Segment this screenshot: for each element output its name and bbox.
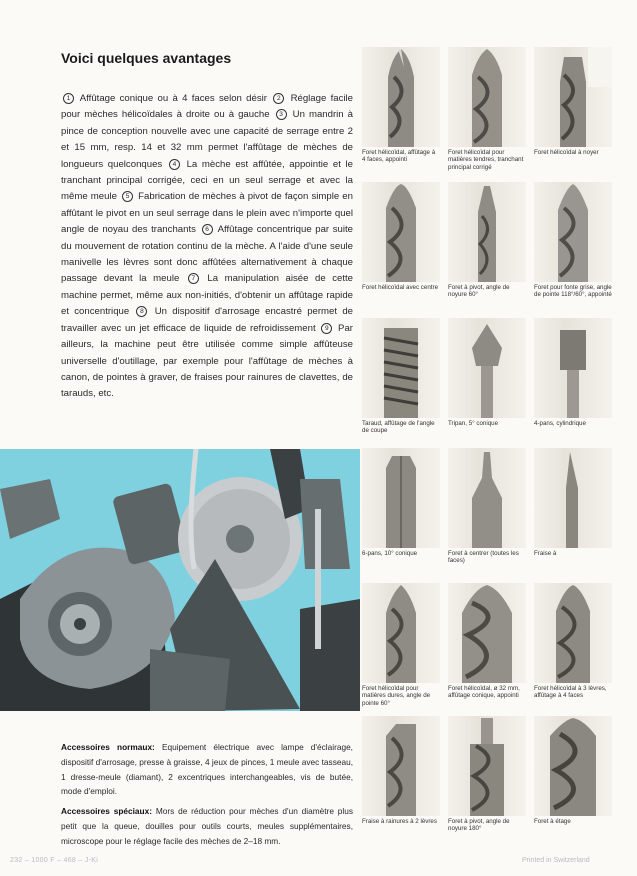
advantage-2: Réglage facile pour mèches hélicoïdales à droite ou à gauche xyxy=(61,93,353,121)
tool-caption: Fraise à xyxy=(534,550,557,557)
tool-card xyxy=(362,448,440,557)
tool-card xyxy=(362,318,440,435)
number-1-icon: 1 xyxy=(63,93,74,104)
tool-photo xyxy=(448,318,526,418)
tool-caption: Taraud, affûtage de l'angle de coupe xyxy=(362,420,435,435)
number-2-icon: 2 xyxy=(273,93,284,104)
tool-caption: Foret pour fonte grise, angle de pointe 118°/60°, appointé xyxy=(534,284,612,299)
normal-accessories-text: Equipement électrique avec lampe d'éclairage, dispositif d'arrosage, presse à graisse, 4 jeux de pinces, 1 meule avec tasseau, 1 dresse-meule (diamant), 2 excentriques interchangeables, vis de butée, mode d'emploi. xyxy=(61,742,353,797)
number-6-icon: 6 xyxy=(202,224,213,235)
tool-caption: Foret hélicoïdal à 3 lèvres, affûtage à 4 faces xyxy=(534,685,607,700)
tool-card xyxy=(534,716,612,825)
tool-caption: Foret hélicoïdal pour matières dures, angle de pointe 60° xyxy=(362,685,431,707)
tool-caption: Foret à pivot, angle de noyure 60° xyxy=(448,284,510,299)
advantage-6: Affûtage concentrique par suite du mouvement de rotation continu de la mèche. A l'aide d'une seule manivelle les lèvres sont donc affûtées alternativement à chaque passage devant la meule xyxy=(61,224,353,285)
number-5-icon: 5 xyxy=(122,191,133,202)
tool-caption: Foret hélicoïdal, ø 32 mm, affûtage conique, appointi xyxy=(448,685,520,700)
number-3-icon: 3 xyxy=(276,109,287,120)
special-accessories-label: Accessoires spéciaux: xyxy=(61,806,152,817)
tool-photo xyxy=(534,583,612,683)
tool-caption: Foret à pivot, angle de noyure 180° xyxy=(448,818,510,833)
tool-card xyxy=(534,318,612,427)
tool-photo xyxy=(362,716,440,816)
tool-caption: Foret à centrer (toutes les faces) xyxy=(448,550,519,565)
page-title: Voici quelques avantages xyxy=(61,50,232,66)
advantage-3: Un mandrin à pince de conception nouvelle avec une capacité de serrage entre 2 et 15 mm, resp. 14 et 32 mm permet l'affûtage de mèches de longueurs quelconques xyxy=(61,109,353,170)
tool-card xyxy=(534,47,612,156)
advantage-5: Fabrication de mèches à pivot de façon simple en affûtant le pivot en un seul serrage dans le plein avec n'importe quel angle de noyau des tranchants xyxy=(61,191,353,236)
advantage-4: La mèche est affûtée, appointie et le tranchant principal corrigée, ceci en un seul serrage et avec la même meule xyxy=(61,158,354,203)
grinding-machine-illustration xyxy=(0,449,360,711)
number-4-icon: 4 xyxy=(169,159,180,170)
tool-photo xyxy=(448,182,526,282)
tool-card xyxy=(448,47,526,171)
tool-photo xyxy=(448,716,526,816)
tool-photo xyxy=(362,182,440,282)
printed-in: Printed in Switzerland xyxy=(522,857,590,864)
tool-photo xyxy=(534,182,612,282)
number-8-icon: 8 xyxy=(136,306,147,317)
tool-photo xyxy=(448,448,526,548)
tool-card xyxy=(448,182,526,299)
tool-card xyxy=(362,47,440,164)
tool-photo xyxy=(362,583,440,683)
print-code: 232 – 1000 F – 468 – J-Ki xyxy=(10,857,99,864)
tool-card xyxy=(534,583,612,700)
number-7-icon: 7 xyxy=(188,273,199,284)
tool-card xyxy=(534,448,612,557)
machine-photo xyxy=(0,449,360,711)
special-accessories-text: Mors de réduction pour mèches d'un diamètre plus petit que la queue, douilles pour outils courts, meules supplémentaires, microscope pour le réglage facile des mèches de 2–18 mm. xyxy=(61,806,353,846)
advantages-paragraph xyxy=(61,91,353,403)
tool-photo xyxy=(362,47,440,147)
tool-card xyxy=(448,716,526,833)
advantage-7: La manipulation aisée de cette machine permet, même aux non-initiés, d'obtenir un affûtage rapide et concentrique xyxy=(61,273,354,318)
tool-photo xyxy=(534,716,612,816)
tool-card xyxy=(448,583,526,700)
special-accessories xyxy=(61,804,353,848)
tool-caption: Foret hélicoïdal pour matières tendres, tranchant principal corrigé xyxy=(448,149,524,171)
tool-card xyxy=(448,448,526,565)
normal-accessories xyxy=(61,740,353,799)
tool-photo xyxy=(534,318,612,418)
accessories-section xyxy=(61,740,353,854)
tool-card xyxy=(362,182,440,291)
advantage-1: Affûtage conique ou à 4 faces selon désir xyxy=(79,93,267,104)
tool-photo xyxy=(534,448,612,548)
tool-caption: Foret hélicoïdal, affûtage à 4 faces, appointi xyxy=(362,149,436,164)
tool-photo xyxy=(534,47,612,147)
tool-photo xyxy=(448,583,526,683)
tool-caption: Fraise à rainures à 2 lèvres xyxy=(362,818,437,825)
advantage-8: Un dispositif d'arrosage encastré permet de travailler avec un jet efficace de liquide de refroidissement xyxy=(61,306,353,334)
number-9-icon: 9 xyxy=(321,323,332,334)
tool-caption: 4-pans, cylindrique xyxy=(534,420,586,427)
tool-card xyxy=(362,716,440,825)
tool-caption: 6-pans, 10° conique xyxy=(362,550,418,557)
tool-card xyxy=(362,583,440,707)
tool-caption: Foret à étage xyxy=(534,818,571,825)
tool-card xyxy=(534,182,612,299)
tool-card xyxy=(448,318,526,427)
tool-photo xyxy=(362,318,440,418)
tool-photo xyxy=(362,448,440,548)
tool-caption: Foret hélicoïdal avec centre xyxy=(362,284,439,291)
tool-caption: Tripan, 5° conique xyxy=(448,420,499,427)
tool-caption: Foret hélicoïdal à noyer xyxy=(534,149,599,156)
advantage-9: Par ailleurs, la machine peut être utilisée comme simple affûteuse universelle d'outillage, par exemple pour l'affûtage de mèches à canon, de pointes à graver, de fraises pour rainures de clavettes, de tarauds, etc. xyxy=(61,322,353,400)
tool-photo xyxy=(448,47,526,147)
normal-accessories-label: Accessoires normaux: xyxy=(61,742,155,752)
